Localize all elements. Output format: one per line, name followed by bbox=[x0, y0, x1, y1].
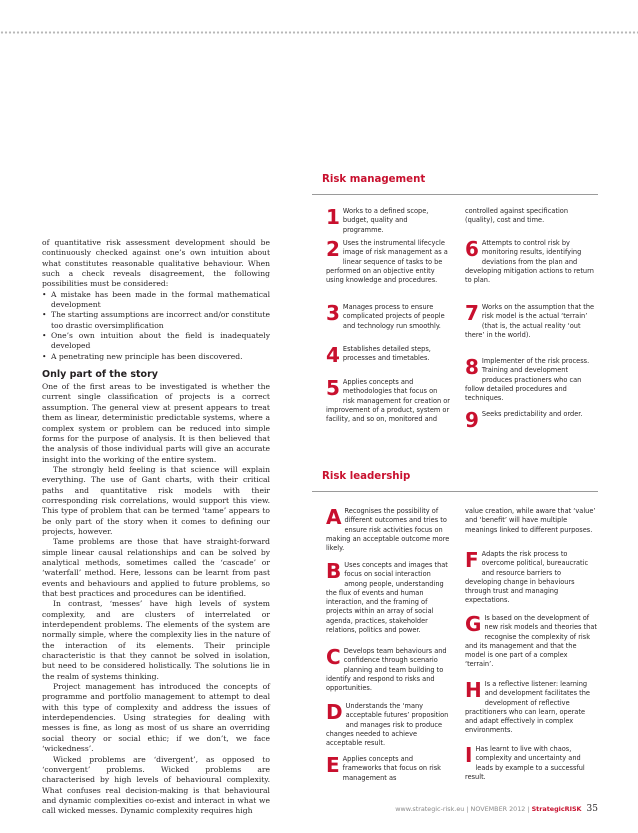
list-item: • The starting assumptions are incorrect and/or constitute too drastic oversimplification bbox=[42, 310, 270, 331]
item-text: Applies concepts and frameworks that focus on risk management as bbox=[342, 755, 441, 782]
list-item: • A penetrating new principle has been discovered. bbox=[42, 352, 270, 362]
item-text: Manages process to ensure complicated projects of people and technology run smoothly. bbox=[342, 303, 445, 330]
item-text: Establishes detailed steps, processes and timetables. bbox=[342, 345, 431, 363]
item-text: Is based on the development of new risk models and theories that recognise the complexity of risk and its management and that the model is one part of a complex ‘terrain’. bbox=[465, 614, 597, 669]
item-text: value creation, while aware that ‘value’ and ‘benefit’ will have multiple meanings linked to different purposes. bbox=[465, 507, 596, 534]
footer-date: | NOVEMBER 2012 | bbox=[466, 805, 530, 813]
item-text: Uses the instrumental lifecycle image of risk management as a linear sequence of tasks to be performed on an objective entity using knowledge and procedures. bbox=[326, 239, 448, 285]
item-letter: H bbox=[465, 678, 482, 702]
rm-item-8 bbox=[465, 357, 597, 403]
rm-item-3 bbox=[326, 303, 450, 331]
page-number: 35 bbox=[586, 804, 598, 814]
main-article-column bbox=[42, 238, 270, 817]
paragraph: Project management has introduced the concepts of programme and portfolio management to attempt to deal with this type of complexity and address the issues of interdependencies. Using strategies for dealing with messes is fine, as long as most of us share an overriding social theory or social ethic; if we don’t, we face ‘wickedness’. bbox=[42, 682, 270, 754]
rl-item-c bbox=[326, 647, 450, 693]
risk-leadership-title: Risk leadership bbox=[322, 471, 411, 482]
rm-item-5 bbox=[326, 378, 450, 424]
item-number: 1 bbox=[326, 205, 340, 229]
list-item: • A mistake has been made in the formal mathematical development bbox=[42, 290, 270, 311]
item-text: Adapts the risk process to overcome political, bureaucratic and resource barriers to developing change in behaviours through trust and managing expectations. bbox=[465, 550, 589, 605]
item-number: 8 bbox=[465, 355, 479, 379]
rl-item-a bbox=[326, 507, 450, 553]
rm-item-2 bbox=[326, 239, 450, 285]
item-number: 4 bbox=[326, 343, 340, 367]
item-letter: F bbox=[465, 548, 479, 572]
rl-item-g bbox=[465, 614, 597, 670]
paragraph: Wicked problems are ‘divergent’, as opposed to ‘convergent’ problems. Wicked problems are characterised by high levels of behavioural complexity. What confuses real decision-making is that behavioural and dynamic complexities co-exist and interact in what we call wicked messes. Dynamic complexity requires high bbox=[42, 754, 270, 816]
item-number: 7 bbox=[465, 301, 479, 325]
bullet-list bbox=[42, 290, 270, 362]
rl-item-f bbox=[465, 550, 597, 606]
item-text: Has learnt to live with chaos, complexity and uncertainty and leads by example to a successful result. bbox=[465, 745, 585, 781]
item-text: controlled against specification (quality), cost and time. bbox=[465, 207, 569, 225]
rl-item-h bbox=[465, 680, 597, 736]
section-heading: Only part of the story bbox=[42, 369, 158, 381]
rm-item-7 bbox=[465, 303, 597, 340]
rm-item-6 bbox=[465, 239, 597, 285]
item-number: 2 bbox=[326, 237, 340, 261]
item-text: Applies concepts and methodologies that focus on risk management for creation or improvement of a product, system or facility, and so on, monitored and bbox=[326, 378, 451, 424]
item-number: 6 bbox=[465, 237, 479, 261]
paragraph: The strongly held feeling is that science will explain everything. The use of Gant charts, with their critical paths and quantitative risk models with their corresponding risk correlations, would support this view. This type of problem that can be termed ‘tame’ appears to be only part of the story when it comes to defining our projects, however. bbox=[42, 464, 270, 536]
footer-url[interactable]: www.strategic-risk.eu bbox=[395, 805, 465, 813]
rm-item-5-continued bbox=[465, 207, 597, 226]
rm-item-1 bbox=[326, 207, 450, 235]
rl-item-e bbox=[326, 755, 450, 783]
paragraph: Tame problems are those that have straight-forward simple linear causal relationships and can be solved by analytical methods, sometimes called the ‘cascade’ or ‘waterfall’ method. Here, lessons can be learnt from past events and behaviours and applied to future problems, so that best practices and procedures can be identified. bbox=[42, 537, 270, 598]
item-letter: B bbox=[326, 559, 342, 583]
item-text: Is a reflective listener: learning and development facilitates the development of reflective practitioners who can learn, operate and adapt effectively in complex environments. bbox=[465, 680, 590, 735]
dotted-header-rule bbox=[0, 30, 638, 35]
divider bbox=[312, 194, 598, 195]
item-letter: C bbox=[326, 645, 341, 669]
paragraph: of quantitative risk assessment development should be continuously checked against one’s own intuition about what constitutes reasonable qualitative behaviour. When such a check reveals disagreement, the following possibilities must be considered: bbox=[42, 238, 270, 289]
item-text: Uses concepts and images that focus on social interaction among people, understanding the flux of events and human interaction, and the framing of projects within an array of social agenda, practices, stakeholder relations, politics and power. bbox=[326, 561, 448, 635]
item-letter: E bbox=[326, 753, 340, 777]
item-text: Works to a defined scope, budget, quality and programme. bbox=[342, 207, 429, 234]
item-number: 9 bbox=[465, 408, 479, 432]
paragraph: One of the first areas to be investigated is whether the current single classification of projects is a correct assumption. The general view at present appears to treat them as linear, deterministic predictable systems, where a complex system or problem can be reduced into simple forms for the purpose of analysis. It is then believed that the analysis of those individual parts will give an accurate insight into the working of the entire system. bbox=[42, 382, 270, 464]
item-letter: I bbox=[465, 743, 473, 767]
item-letter: D bbox=[326, 700, 343, 724]
item-text: Seeks predictability and order. bbox=[481, 410, 583, 418]
divider bbox=[312, 491, 598, 492]
paragraph: In contrast, ‘messes’ have high levels of system complexity, and are clusters of interrelated or interdependent problems. The elements of the system are normally simple, where the complexity lies in the nature of the interaction of its elements. Their principle characteristic is that they cannot be solved in isolation, but need to be considered holistically. The solutions lie in the realm of systems thinking. bbox=[42, 599, 270, 681]
item-text: Develops team behaviours and confidence through scenario planning and team building to identify and respond to risks and opportunities. bbox=[326, 647, 447, 693]
item-text: Implementer of the risk process. Training and development produces practioners who can follow detailed procedures and techniques. bbox=[465, 357, 590, 403]
item-number: 5 bbox=[326, 376, 340, 400]
publication-brand: StrategicRISK bbox=[531, 805, 582, 813]
item-text: Understands the ‘many acceptable futures’ proposition and manages risk to produce changes needed to achieve acceptable result. bbox=[326, 702, 449, 748]
item-text: Works on the assumption that the risk model is the actual ‘terrain’ (that is, the actual reality ‘out there’ in the world). bbox=[465, 303, 595, 339]
rl-item-b bbox=[326, 561, 450, 635]
item-text: Attempts to control risk by monitoring results, identifying deviations from the plan and developing mitigation actions to return to plan. bbox=[465, 239, 594, 285]
rl-item-i bbox=[465, 745, 597, 782]
risk-management-title: Risk management bbox=[322, 174, 426, 185]
item-letter: A bbox=[326, 505, 342, 529]
rm-item-9 bbox=[465, 410, 597, 430]
list-item: • One’s own intuition about the field is inadequately developed bbox=[42, 331, 270, 352]
rl-item-d bbox=[326, 702, 450, 748]
page-footer bbox=[395, 804, 598, 814]
item-text: Recognises the possibility of different outcomes and tries to ensure risk activities focus on making an acceptable outcome more likely. bbox=[326, 507, 450, 553]
item-number: 3 bbox=[326, 301, 340, 325]
item-letter: G bbox=[465, 612, 482, 636]
rm-item-4 bbox=[326, 345, 450, 365]
rl-item-e-continued bbox=[465, 507, 597, 535]
